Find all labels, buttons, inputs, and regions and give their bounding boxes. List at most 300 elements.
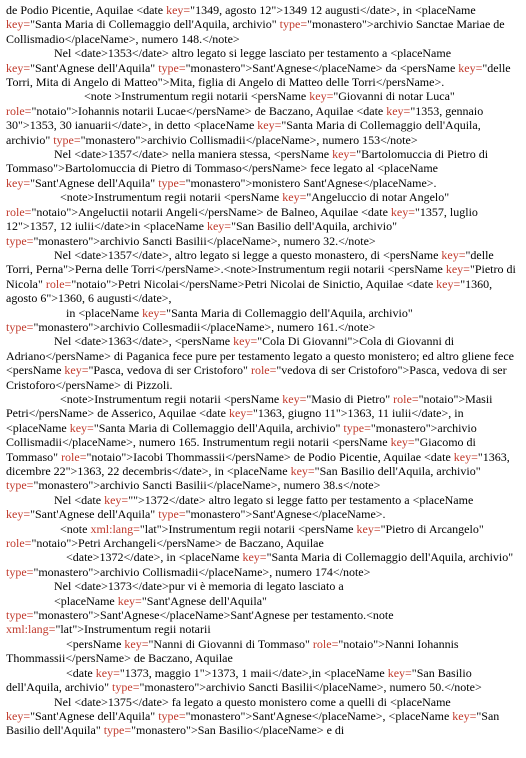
xml-attribute: key=	[69, 420, 94, 435]
xml-tag: <date>	[74, 46, 108, 61]
xml-attribute: type=	[279, 17, 308, 32]
text-run: 1363, 11 iulii	[347, 406, 412, 421]
paragraph	[6, 550, 520, 579]
xml-tag: </date>	[131, 247, 169, 262]
text-run: 1357	[107, 147, 132, 162]
xml-tag: </persName>	[225, 449, 291, 464]
xml-attribute: key=	[142, 305, 167, 320]
text-run: .	[441, 75, 445, 90]
xml-attribute-value: "monastero"	[33, 233, 94, 248]
text-run: Mita, figlia di Angelo di Matteo delle Torri	[169, 75, 376, 90]
xml-tag: </placeName>	[311, 507, 383, 522]
xml-tag: >	[402, 363, 410, 378]
text-run: de Asserico, Aquilae	[94, 406, 200, 421]
text-run: Instrumentum regii notarii	[94, 391, 224, 406]
text-run: Petri Archangeli	[78, 536, 157, 551]
xml-attribute: key=	[64, 363, 89, 378]
xml-attribute: type=	[6, 478, 34, 493]
xml-tag: </persName>	[185, 103, 252, 118]
text-run: , numero 161.	[271, 319, 338, 334]
xml-attribute: key=	[390, 435, 415, 450]
text-run: , numero 153	[316, 132, 381, 147]
xml-tag: <date	[406, 276, 437, 291]
paragraph	[6, 594, 520, 637]
xml-attribute: key=	[386, 103, 411, 118]
text-run: Sant'Agnese	[252, 60, 312, 75]
xml-tag: >	[71, 103, 79, 118]
text-run: Masii Petri	[6, 391, 493, 421]
text-run: , numero 165. Instrumentum regii notarii	[132, 435, 333, 450]
xml-tag: <placeName	[143, 219, 207, 234]
xml-tag: </date>	[131, 694, 169, 709]
xml-tag: </placeName>	[206, 478, 278, 493]
xml-tag: >	[93, 608, 101, 623]
xml-attribute-value: "Sant'Agnese dell'Aquila"	[30, 507, 159, 522]
text-run: Nel	[54, 247, 75, 262]
xml-attribute: key=	[228, 406, 254, 421]
xml-tag: >	[352, 334, 360, 349]
text-run: Nel	[54, 492, 75, 507]
xml-tag: >	[378, 636, 385, 651]
xml-attribute: key=	[206, 219, 232, 234]
xml-tag: <date>	[74, 147, 108, 162]
xml-attribute: role=	[6, 204, 32, 219]
xml-attribute-value: "1353, gennaio 30"	[6, 103, 484, 133]
xml-tag: </persName>	[55, 377, 121, 392]
xml-tag: </date>	[111, 118, 149, 133]
xml-tag: </date>	[131, 579, 169, 594]
text-run: 1363, 22 decembris	[77, 464, 172, 478]
xml-attribute: key=	[458, 60, 483, 75]
xml-attribute-value: "San Basilio dell'Aquila"	[6, 708, 500, 738]
text-run: 1353	[107, 46, 132, 61]
xml-attribute-value: "Masio di Pietro"	[306, 391, 394, 406]
xml-tag: <date	[74, 492, 105, 507]
xml-tag: </placeName>	[252, 723, 324, 738]
xml-tag: >	[93, 319, 101, 334]
xml-tag: <placeName	[390, 694, 451, 709]
xml-tag: <note>	[60, 391, 95, 406]
xml-attribute-value: "monastero"	[33, 478, 94, 493]
xml-tag: <persName	[223, 391, 283, 406]
xml-tag: </date>	[131, 334, 169, 349]
xml-tag: </date>	[359, 3, 397, 17]
xml-tag: </date>	[131, 46, 169, 61]
text-run: Iohannis notarii Lucae	[78, 103, 186, 118]
xml-attribute-value: "notaio"	[338, 636, 379, 651]
xml-attribute: key=	[166, 3, 191, 17]
xml-attribute: role=	[312, 636, 339, 651]
paragraph	[6, 637, 520, 666]
text-run: , in detto	[148, 118, 194, 133]
xml-tag: <note	[366, 608, 394, 623]
xml-attribute: key=	[242, 550, 267, 565]
xml-attribute-value: "monastero"	[185, 175, 246, 190]
xml-attribute-value: "1357, luglio 12"	[6, 204, 478, 234]
paragraph	[6, 666, 520, 695]
xml-attribute-value: "Bartolomuccia di Pietro di Tommaso"	[6, 147, 489, 176]
xml-attribute: key=	[387, 665, 412, 680]
xml-tag: >	[199, 680, 207, 695]
xml-tag: <persName	[223, 190, 283, 205]
xml-attribute: type=	[6, 319, 34, 334]
xml-tag: <persName	[387, 262, 446, 277]
xml-tag: <date	[199, 406, 229, 421]
xml-attribute-value: "monastero"	[370, 420, 431, 435]
text-run: Nanni Iohannis Thommassii	[6, 636, 459, 666]
xml-tag: <persName	[332, 435, 391, 450]
text-run: Petri Nicolai	[117, 276, 179, 291]
xml-attribute-value: "notaio"	[31, 103, 72, 118]
text-run: Petri Nicolai de Sinictio, Aquilae	[244, 276, 407, 291]
xml-tag: </note>	[444, 680, 482, 695]
xml-tag: >	[93, 478, 101, 493]
xml-tag: >	[58, 161, 65, 176]
text-run: pur vi è memoria di legato lasciato a	[168, 579, 344, 594]
xml-tag: </persName>	[28, 406, 95, 421]
xml-attribute: role=	[393, 391, 419, 406]
xml-tag: <note >	[84, 89, 122, 104]
xml-tag: <date	[66, 665, 96, 680]
xml-attribute: key=	[445, 262, 470, 277]
text-run: ,in	[308, 665, 324, 680]
text-run: 1349 12 augusti	[283, 3, 360, 17]
text-run: ,	[168, 291, 172, 306]
xml-tag: </persName>	[156, 536, 222, 551]
xml-attribute-value: "Giacomo di Tommaso"	[6, 435, 476, 464]
xml-attribute: role=	[6, 536, 32, 551]
xml-attribute: key=	[441, 247, 466, 262]
xml-attribute: key=	[309, 89, 334, 104]
xml-attribute: key=	[453, 449, 478, 464]
xml-attribute: type=	[6, 608, 34, 623]
text-run: , numero 148.	[135, 31, 203, 46]
text-run: altro legato si legge lasciato per testamento a	[168, 46, 391, 61]
xml-tag: </date>	[271, 665, 309, 680]
xml-tag: >	[22, 118, 30, 133]
paragraph	[6, 392, 520, 493]
xml-tag: <placeName	[226, 464, 291, 478]
xml-attribute-value: "monastero"	[33, 608, 94, 623]
xml-attribute-value: "Nanni di Giovanni di Tommaso"	[148, 636, 313, 651]
paragraph	[6, 3, 520, 46]
xml-tag: </persName>	[155, 262, 221, 277]
text-run: Nel	[54, 147, 75, 162]
xml-tag: </date>	[168, 492, 206, 507]
text-run: di Pizzoli.	[120, 377, 173, 392]
paragraph	[6, 493, 520, 522]
xml-attribute: type=	[103, 723, 132, 738]
text-run: 1373, 1 maii	[211, 665, 272, 680]
text-run: e di	[323, 723, 345, 738]
xml-tag: </placeName>	[311, 708, 383, 723]
xml-attribute: type=	[158, 175, 186, 190]
xml-attribute-value: "San Basilio dell'Aquila, archivio"	[6, 665, 472, 695]
xml-attribute: key=	[257, 118, 282, 133]
xml-attribute-value: "monastero"	[307, 17, 367, 32]
xml-tag: </persName>	[45, 348, 111, 363]
xml-tag: <persName	[383, 247, 442, 262]
xml-attribute: type=	[158, 60, 186, 75]
xml-attribute-value: "1360, agosto 6"	[6, 276, 493, 306]
xml-tag: >	[430, 420, 438, 435]
xml-tag: </persName>	[198, 204, 264, 219]
xml-attribute-value: "Santa Maria di Collemaggio dell'Aquila, archivio"	[30, 17, 280, 32]
text-run: Angeluctii notarii Angeli	[78, 204, 198, 219]
xml-attribute: key=	[332, 147, 357, 162]
xml-attribute: type=	[112, 680, 140, 695]
text-run: Instrumentum regii notarii	[94, 190, 224, 205]
xml-tag: >	[22, 219, 30, 234]
text-run: de Podio Picentie, Aquilae	[6, 3, 137, 17]
xml-attribute-value: "Santa Maria di Collemaggio dell'Aquila, archivio"	[166, 305, 413, 320]
xml-attribute-value: "Santa Maria di Collemaggio dell'Aquila, archivio"	[93, 420, 344, 435]
xml-tag: </placeName>	[311, 60, 383, 75]
xml-tag: <date>	[74, 579, 108, 594]
xml-attribute-value: "Pietro di Arcangelo"	[380, 521, 484, 536]
xml-attribute-value: "Santa Maria di Collemaggio dell'Aquila, archivio"	[6, 118, 481, 147]
xml-tag: <date>	[74, 694, 108, 709]
xml-attribute-value: "1363, giugno 11"	[253, 406, 341, 421]
xml-tag: >	[93, 564, 101, 579]
xml-tag: >	[126, 449, 134, 464]
xml-tag: </persName>	[178, 276, 245, 291]
text-run: de Podio Picentie, Aquilae	[290, 449, 425, 464]
text-run: Nel	[54, 579, 75, 594]
xml-attribute: role=	[250, 363, 277, 378]
text-run: Instrumentum regii notarii	[257, 262, 388, 277]
xml-attribute: key=	[6, 17, 31, 32]
text-run: Sant'Agnese	[252, 708, 312, 723]
xml-attribute: key=	[6, 60, 31, 75]
xml-tag: </placeName>	[62, 435, 133, 450]
xml-tag: <placeName	[193, 118, 258, 133]
xml-tag: </date>	[131, 291, 169, 306]
xml-tag: </placeName>	[159, 608, 231, 623]
xml-tag: <persName	[250, 89, 310, 104]
text-run: San Basilio	[197, 723, 253, 738]
xml-tag: <placeName	[178, 550, 243, 565]
text-run: archivio Sancti Basilii	[100, 478, 207, 493]
text-run: in	[66, 305, 79, 320]
text-run: Sant'Agnese per testamento.	[230, 608, 367, 623]
xml-attribute-value: "Sant'Agnese dell'Aquila"	[30, 175, 159, 190]
xml-tag: <note>	[223, 262, 258, 277]
xml-attribute-value: "Giovanni di notar Luca"	[333, 89, 455, 104]
xml-tag: <persName	[273, 147, 333, 162]
xml-tag: </note>	[332, 564, 371, 579]
xml-tag: </placeName>	[198, 564, 270, 579]
text-run: Iacobi Thommassii	[133, 449, 226, 464]
xml-tag: <placeName	[6, 420, 70, 435]
text-run: Sant'Agnese	[252, 507, 312, 522]
xml-attribute-value: "vedova di ser Cristoforo"	[276, 363, 403, 378]
text-run: archivio Collismadii	[147, 132, 246, 147]
xml-attribute-value: "San Basilio dell'Aquila, archivio"	[314, 464, 481, 478]
xml-tag: </placeName>	[64, 31, 136, 46]
text-run: 1373	[107, 579, 132, 594]
xml-tag: >	[162, 75, 170, 90]
xml-attribute: type=	[6, 564, 34, 579]
xml-tag: </persName>	[375, 75, 442, 90]
xml-attribute: xml:lang=	[90, 521, 140, 536]
xml-attribute: key=	[6, 507, 31, 522]
xml-tag: <date	[361, 204, 391, 219]
xml-tag: >	[140, 132, 148, 147]
xml-attribute-value: ""	[128, 492, 138, 507]
xml-attribute: key=	[290, 464, 315, 478]
xml-tag: <placeName	[377, 161, 438, 176]
xml-tag: </date>	[411, 406, 449, 421]
xml-tag: </note>	[337, 319, 376, 334]
xml-tag: </note>	[342, 478, 381, 493]
xml-attribute-value: "Sant'Agnese dell'Aquila"	[30, 60, 159, 75]
text-run: Instrumentum regii notarii	[168, 521, 299, 536]
xml-tag: <note	[60, 521, 91, 536]
text-run: di Paganica fece pure per testamento legato a questo monistero; ed altro gliene fece	[110, 348, 515, 363]
text-run: monistero Sant'Agnese	[252, 175, 363, 190]
xml-attribute: type=	[343, 420, 371, 435]
xml-attribute: key=	[390, 204, 416, 219]
xml-tag: <persName	[66, 636, 125, 651]
text-run: Pasca, vedova di ser Cristoforo	[6, 363, 507, 392]
xml-attribute-value: "Sant'Agnese dell'Aquila"	[30, 708, 159, 723]
xml-attribute-value: "monastero"	[33, 319, 94, 334]
xml-tag: <placeName	[390, 46, 452, 61]
text-run: de Baczano, Aquilae	[251, 103, 357, 118]
text-run: .	[220, 262, 224, 277]
text-run: 1375	[107, 694, 132, 709]
xml-tag: >	[245, 60, 253, 75]
xml-tag: >	[245, 507, 253, 522]
xml-tag: </date>	[94, 219, 131, 234]
xml-tag: >	[190, 723, 198, 738]
xml-attribute-value: "notaio"	[418, 391, 459, 406]
text-run: archivio Sancti Basilii	[100, 233, 207, 248]
xml-tag: <placeName	[414, 3, 476, 17]
xml-tag: <date>	[74, 334, 108, 349]
text-run: Bartolomuccia di Pietro di Tommaso	[64, 161, 242, 176]
xml-tag: <persName	[174, 334, 234, 349]
xml-tag: >	[71, 536, 79, 551]
text-run: nella maniera stessa,	[168, 147, 274, 162]
xml-tag: <placeName	[388, 708, 453, 723]
text-run: Sant'Agnese	[100, 608, 160, 623]
text-run: ,	[168, 334, 175, 349]
xml-attribute-value: "Pietro di Nicola"	[6, 262, 516, 291]
xml-tag: >	[70, 464, 78, 478]
xml-tag: </placeName>	[200, 319, 272, 334]
xml-tag: >	[276, 3, 284, 17]
text-run: , in	[160, 550, 179, 565]
paragraph	[6, 695, 520, 738]
xml-tag: >	[77, 622, 85, 637]
xml-tag: >	[111, 276, 118, 291]
xml-attribute-value: "monastero"	[185, 60, 246, 75]
paragraph	[6, 190, 520, 248]
xml-tag: </persName>	[241, 161, 308, 176]
text-run: , numero 174	[269, 564, 333, 579]
xml-tag: </persName>	[65, 651, 131, 666]
xml-tag: </note>	[380, 132, 418, 147]
xml-tag: >	[204, 665, 212, 680]
xml-attribute-value: "notaio"	[31, 536, 72, 551]
xml-attribute-value: "Sant'Agnese dell'Aquila"	[141, 593, 267, 608]
xml-attribute: type=	[158, 507, 186, 522]
xml-attribute-value: "1373, maggio 1"	[119, 665, 205, 680]
xml-attribute: key=	[6, 175, 31, 190]
xml-tag: <date	[136, 3, 167, 17]
xml-tag: </note>	[338, 233, 376, 248]
text-run: archivio Collismadii	[100, 564, 199, 579]
xml-tag: </placeName>	[362, 175, 434, 190]
xml-tag: >	[245, 175, 253, 190]
paragraph	[6, 306, 520, 335]
xml-attribute: key=	[95, 665, 120, 680]
xml-attribute-value: "1363, dicembre 22"	[6, 449, 510, 478]
xml-tag: >	[366, 17, 374, 32]
xml-tag: <placeName	[54, 593, 118, 608]
xml-tag: </placeName>	[206, 233, 278, 248]
xml-attribute: key=	[117, 593, 142, 608]
text-run: 1353, 30 ianuarii	[29, 118, 112, 133]
xml-attribute: type=	[6, 233, 34, 248]
xml-attribute-value: "monastero"	[80, 132, 141, 147]
text-run: 1372	[99, 550, 124, 565]
text-run: Cola di Giovanni di Adriano	[6, 334, 455, 363]
text-run: , in	[208, 464, 227, 478]
xml-attribute-value: "notaio"	[71, 276, 112, 291]
xml-tag: <persName	[6, 363, 65, 378]
xml-attribute: type=	[53, 132, 81, 147]
xml-tag: <placeName	[323, 665, 388, 680]
xml-attribute: key=	[282, 391, 307, 406]
xml-tag: </date>	[123, 550, 161, 565]
xml-attribute-value: "San Basilio dell'Aquila, archivio"	[231, 219, 397, 234]
text-run: 1360, 6 augusti	[58, 291, 132, 306]
text-run: de Baczano, Aquilae	[130, 651, 233, 666]
xml-attribute: key=	[282, 190, 307, 205]
text-run: Nel	[54, 46, 75, 61]
text-run: fa legato a questo monistero come a quelli di	[168, 694, 390, 709]
text-run: altro legato si legge fatto per testamento a	[205, 492, 413, 507]
text-run: archivio Collesmadii	[100, 319, 201, 334]
text-run: Instrumentum regii notarii	[121, 89, 251, 104]
xml-tag: <date	[424, 449, 454, 464]
xml-tag: >	[93, 233, 101, 248]
text-run: archivio Sanctae Mariae de Collismadio	[6, 17, 505, 46]
xml-tag: >	[71, 204, 79, 219]
xml-tag: <date	[356, 103, 387, 118]
xml-attribute: key=	[452, 708, 477, 723]
xml-tag: <date>	[66, 550, 100, 565]
text-run: ,	[382, 708, 389, 723]
xml-attribute-value: "Cola Di Giovanni"	[257, 334, 353, 349]
xml-tag: </placeName>	[245, 132, 317, 147]
text-run: , in	[448, 406, 464, 421]
xml-attribute: key=	[104, 492, 129, 507]
xml-tag: >	[137, 492, 145, 507]
xml-attribute: key=	[356, 521, 381, 536]
text-run: .	[433, 175, 437, 190]
paragraph	[6, 147, 520, 190]
text-run: , altro legato si legge a questo monastero, di	[168, 247, 383, 262]
xml-attribute-value: "Santa Maria di Collemaggio dell'Aquila, archivio"	[266, 550, 514, 565]
text-run: , numero 50.	[383, 680, 445, 695]
xml-attribute: role=	[45, 276, 72, 291]
xml-tag: </date>	[131, 147, 169, 162]
text-run: 1372	[144, 492, 169, 507]
